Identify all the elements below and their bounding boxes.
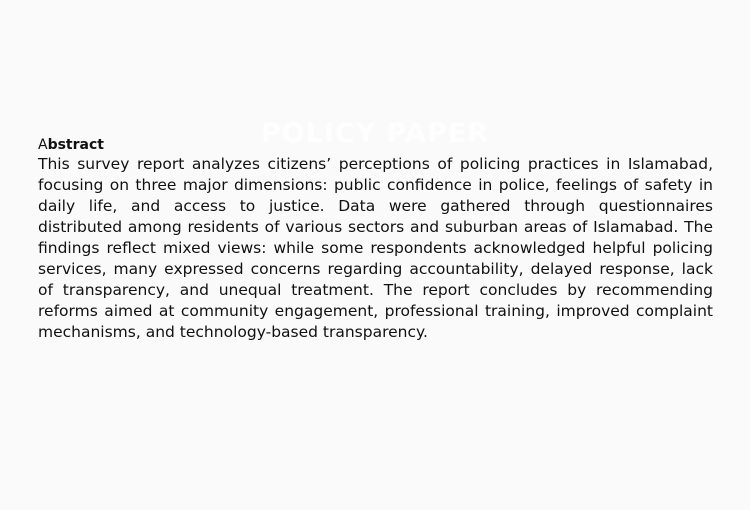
abstract-section bbox=[38, 136, 713, 343]
abstract-body: This survey report analyzes citizens’ perceptions of policing practices in Islamabad, focusing on three major dimensions: public confidence in police, feelings of safety in daily life, and access to justice. Data were gathered through questionnaires distributed among residents of various sectors and suburban areas of Islamabad. The findings reflect mixed views: while some respondents acknowledged helpful policing services, many expressed concerns regarding accountability, delayed response, lack of transparency, and unequal treatment. The report concludes by recommending reforms aimed at community engagement, professional training, improved complaint mechanisms, and technology-based transparency. bbox=[38, 155, 713, 341]
watermark-title: POLICY PAPER bbox=[261, 118, 489, 149]
abstract-heading-rest: bstract bbox=[47, 137, 104, 153]
abstract-heading-initial: A bbox=[38, 137, 48, 153]
abstract-heading bbox=[38, 136, 713, 154]
